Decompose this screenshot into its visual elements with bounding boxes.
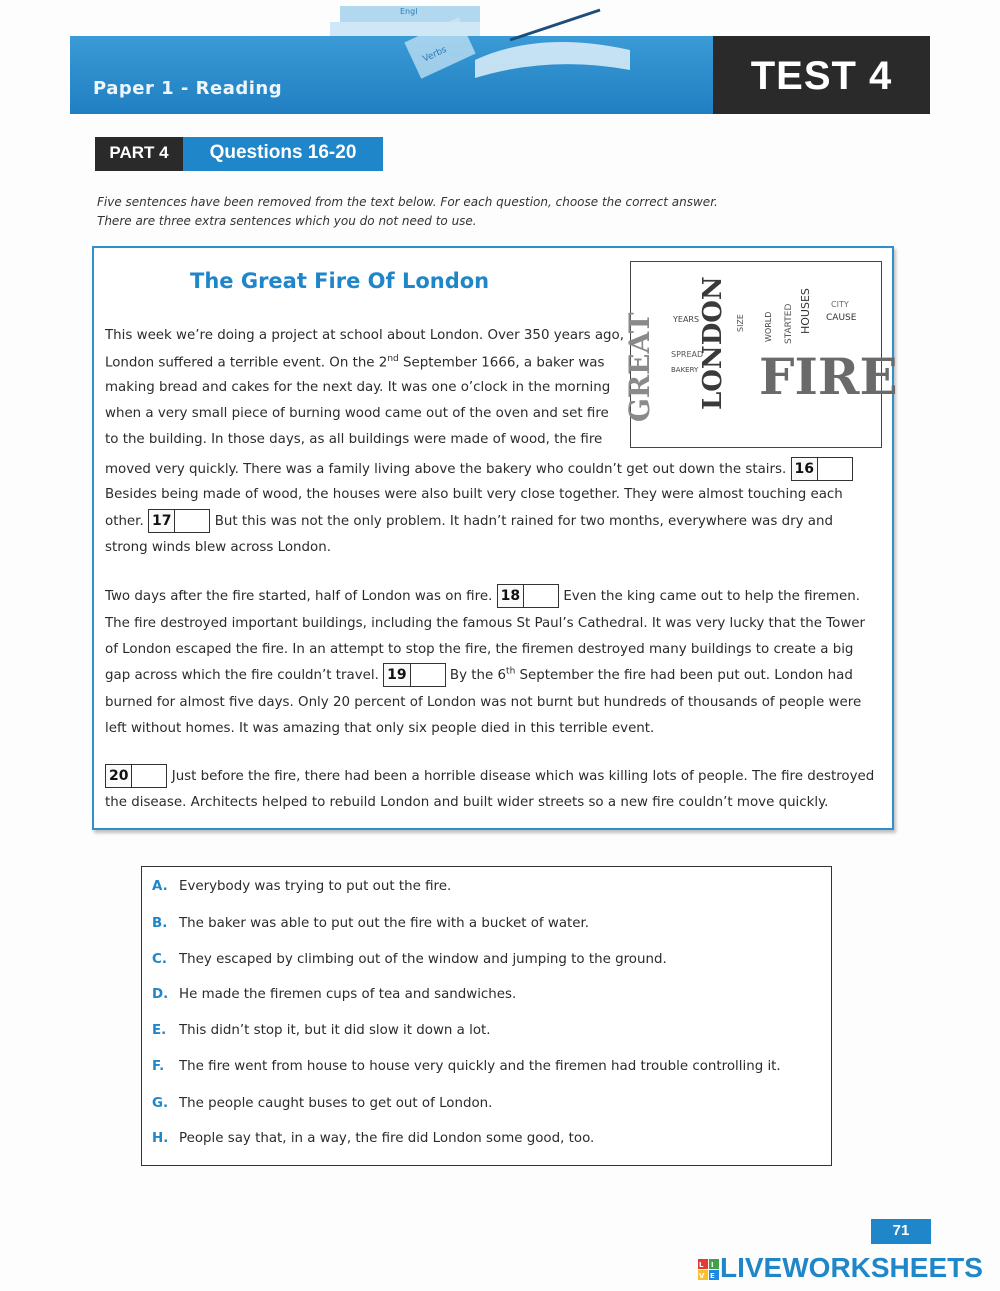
svg-text:FIRE: FIRE — [759, 347, 898, 406]
option-e[interactable]: E. This didn’t stop it, but it did slow it down a lot. — [152, 1023, 491, 1038]
article-line: moved very quickly. There was a family living above the bakery who couldn’t get out down the stairs. 16 — [105, 457, 853, 481]
test-label: TEST 4 — [750, 54, 893, 98]
article-line: strong winds blew across London. — [105, 540, 331, 555]
questions-label: Questions 16-20 — [209, 142, 357, 163]
svg-text:SIZE: SIZE — [736, 314, 745, 332]
svg-text:L: L — [699, 1261, 704, 1269]
svg-text:I: I — [711, 1261, 714, 1269]
option-f[interactable]: F. The fire went from house to house very quickly and the firemen had trouble controlling it. — [152, 1059, 781, 1074]
option-h[interactable]: H. People say that, in a way, the fire did London some good, too. — [152, 1131, 595, 1146]
option-b[interactable]: B. The baker was able to put out the fire with a bucket of water. — [152, 916, 590, 931]
article-line: gap across which the fire couldn’t travel. 19 By the 6th September the fire had been put out. London had — [105, 663, 853, 687]
article-line: to the building. In those days, as all buildings were made of wood, the fire — [105, 432, 603, 447]
article-line: burned for almost five days. Only 20 percent of London was not burnt but hundreds of thousands of people were — [105, 695, 862, 710]
option-g[interactable]: G. The people caught buses to get out of London. — [152, 1096, 493, 1111]
paper-title: Paper 1 - Reading — [93, 78, 283, 99]
svg-text:Engl: Engl — [400, 7, 418, 16]
svg-text:BAKERY: BAKERY — [671, 366, 699, 374]
svg-text:WORLD: WORLD — [764, 311, 773, 342]
watermark-text: LIVEWORKSHEETS — [720, 1252, 983, 1283]
option-a[interactable]: A. Everybody was trying to put out the fire. — [152, 879, 452, 894]
svg-text:SPREAD: SPREAD — [671, 350, 704, 359]
options-box — [141, 866, 832, 1166]
article-line: Besides being made of wood, the houses were also built very close together. They were almost touching each — [105, 487, 843, 502]
answer-gap-20[interactable]: 20 — [105, 764, 167, 788]
books-illustration — [300, 0, 645, 78]
option-c[interactable]: C. They escaped by climbing out of the window and jumping to the ground. — [152, 952, 667, 967]
answer-gap-19[interactable]: 19 — [383, 663, 445, 687]
article-line: other. 17 But this was not the only problem. It hadn’t rained for two months, everywhere was dry and — [105, 509, 833, 533]
article-line: when a very small piece of burning wood came out of the oven and set fire — [105, 406, 609, 421]
article-line: of London escaped the fire. In an attempt to stop the fire, the firemen destroyed many buildings to create a big — [105, 642, 854, 657]
article-line: left without homes. It was amazing that only six people died in this terrible event. — [105, 721, 655, 736]
svg-text:GREAT: GREAT — [623, 312, 656, 422]
article-line: Two days after the fire started, half of London was on fire. 18 Even the king came out to help the firemen. — [105, 584, 860, 608]
article-line: This week we’re doing a project at school about London. Over 350 years ago, — [105, 328, 624, 343]
article-line: 20 Just before the fire, there had been a horrible disease which was killing lots of people. The fire destroyed — [105, 764, 874, 788]
answer-gap-18[interactable]: 18 — [497, 584, 559, 608]
article-line: making bread and cakes for the next day. It was one o’clock in the morning — [105, 380, 611, 395]
part-label: PART 4 — [109, 143, 169, 162]
page-number: 71 — [892, 1222, 910, 1239]
word-cloud-image — [623, 261, 898, 448]
svg-text:HOUSES: HOUSES — [799, 288, 812, 334]
article-line: London suffered a terrible event. On the 2nd September 1666, a baker was — [105, 354, 605, 371]
svg-text:CITY: CITY — [831, 300, 849, 309]
article-line: The fire destroyed important buildings, including the famous St Paul’s Cathedral. It was very lucky that the Tower — [105, 616, 866, 631]
liveworksheets-logo-icon — [698, 1259, 720, 1281]
svg-text:Verbs: Verbs — [421, 44, 449, 65]
option-d[interactable]: D. He made the firemen cups of tea and sandwiches. — [152, 987, 517, 1002]
svg-text:STARTED: STARTED — [784, 303, 794, 344]
instructions-line-2: There are three extra sentences which you do not need to use. — [97, 214, 477, 228]
svg-text:LONDON: LONDON — [698, 276, 728, 410]
article-title: The Great Fire Of London — [190, 269, 490, 293]
svg-text:CAUSE: CAUSE — [826, 313, 857, 323]
article-line: the disease. Architects helped to rebuild London and built wider streets so a new fire couldn’t move quickly. — [105, 795, 829, 810]
answer-gap-17[interactable]: 17 — [148, 509, 210, 533]
answer-gap-16[interactable]: 16 — [791, 457, 853, 481]
svg-text:V: V — [699, 1272, 705, 1280]
instructions-line-1: Five sentences have been removed from the text below. For each question, choose the correct answer. — [97, 195, 718, 209]
svg-text:E: E — [710, 1272, 715, 1280]
svg-text:YEARS: YEARS — [673, 315, 700, 324]
